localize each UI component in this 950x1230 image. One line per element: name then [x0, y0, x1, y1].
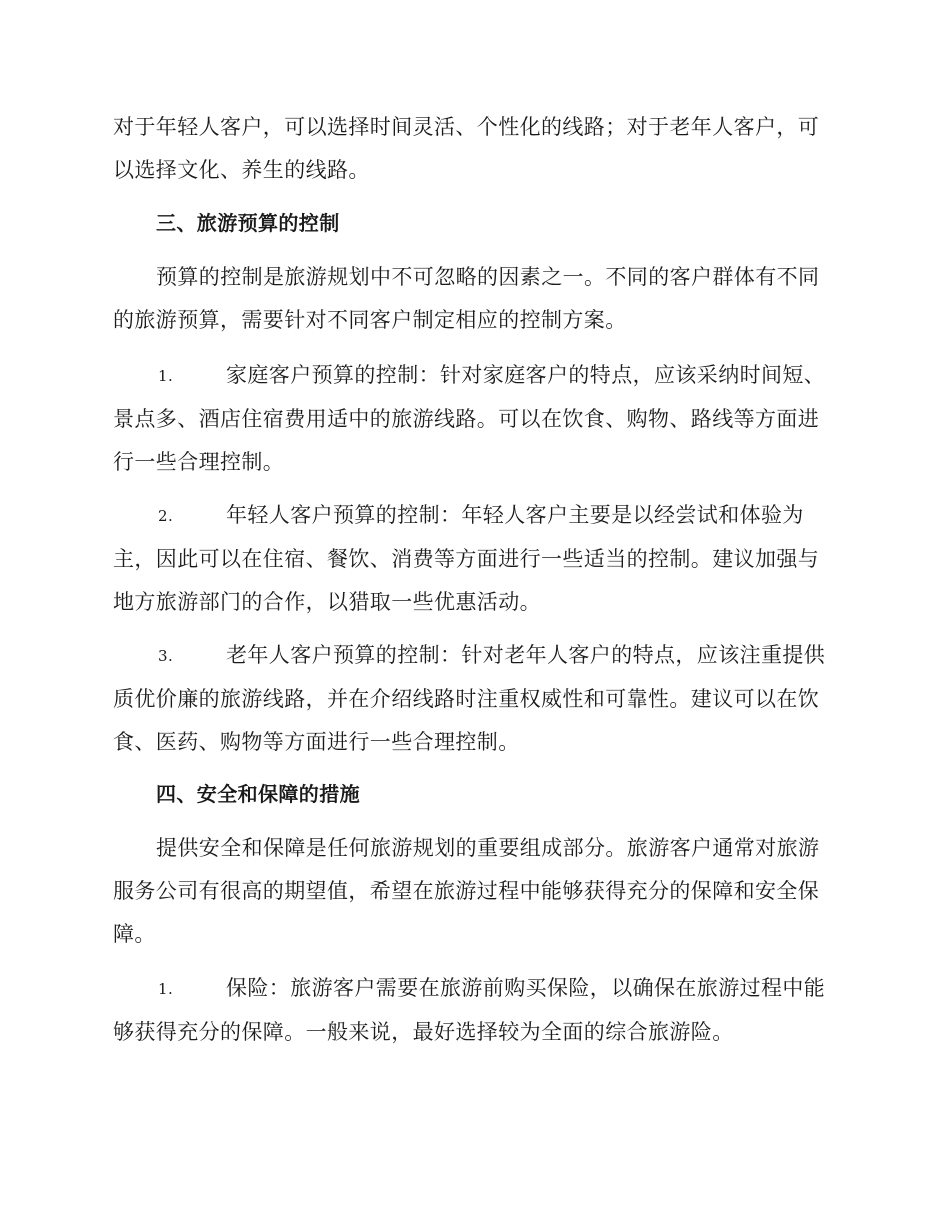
list-number: 3. — [158, 647, 174, 665]
list-item-elderly-budget — [113, 634, 835, 764]
section-heading-budget: 三、旅游预算的控制 — [156, 211, 340, 235]
list-item-text: 年轻人客户预算的控制：年轻人客户主要是以经尝试和体验为主，因此可以在住宿、餐饮、消费等方面进行一些适当的控制。建议加强与地方旅游部门的合作，以猎取一些优惠活动。 — [113, 503, 820, 614]
list-number: 1. — [158, 980, 174, 998]
paragraph-budget-intro: 预算的控制是旅游规划中不可忽略的因素之一。不同的客户群体有不同的旅游预算，需要针对不同客户制定相应的控制方案。 — [113, 265, 820, 332]
list-number: 1. — [158, 367, 174, 385]
list-item-text: 家庭客户预算的控制：针对家庭客户的特点，应该采纳时间短、景点多、酒店住宿费用适中的旅游线路。可以在饮食、购物、路线等方面进行一些合理控制。 — [113, 363, 826, 474]
list-item-young-budget — [113, 494, 835, 624]
list-number: 2. — [158, 507, 174, 525]
section-heading-safety: 四、安全和保障的措施 — [156, 782, 360, 806]
list-item-text: 老年人客户预算的控制：针对老年人客户的特点，应该注重提供质优价廉的旅游线路，并在介绍线路时注重权威性和可靠性。建议可以在饮食、医药、购物等方面进行一些合理控制。 — [113, 643, 826, 754]
paragraph-safety-intro: 提供安全和保障是任何旅游规划的重要组成部分。旅游客户通常对旅游服务公司有很高的期望值，希望在旅游过程中能够获得充分的保障和安全保障。 — [113, 836, 820, 946]
list-item-text: 保险：旅游客户需要在旅游前购买保险，以确保在旅游过程中能够获得充分的保障。一般来说，最好选择较为全面的综合旅游险。 — [113, 976, 826, 1044]
list-item-family-budget — [113, 354, 835, 484]
paragraph-route-choices: 对于年轻人客户，可以选择时间灵活、个性化的线路；对于老年人客户，可以选择文化、养生的线路。 — [113, 115, 820, 182]
list-item-insurance — [113, 967, 835, 1054]
